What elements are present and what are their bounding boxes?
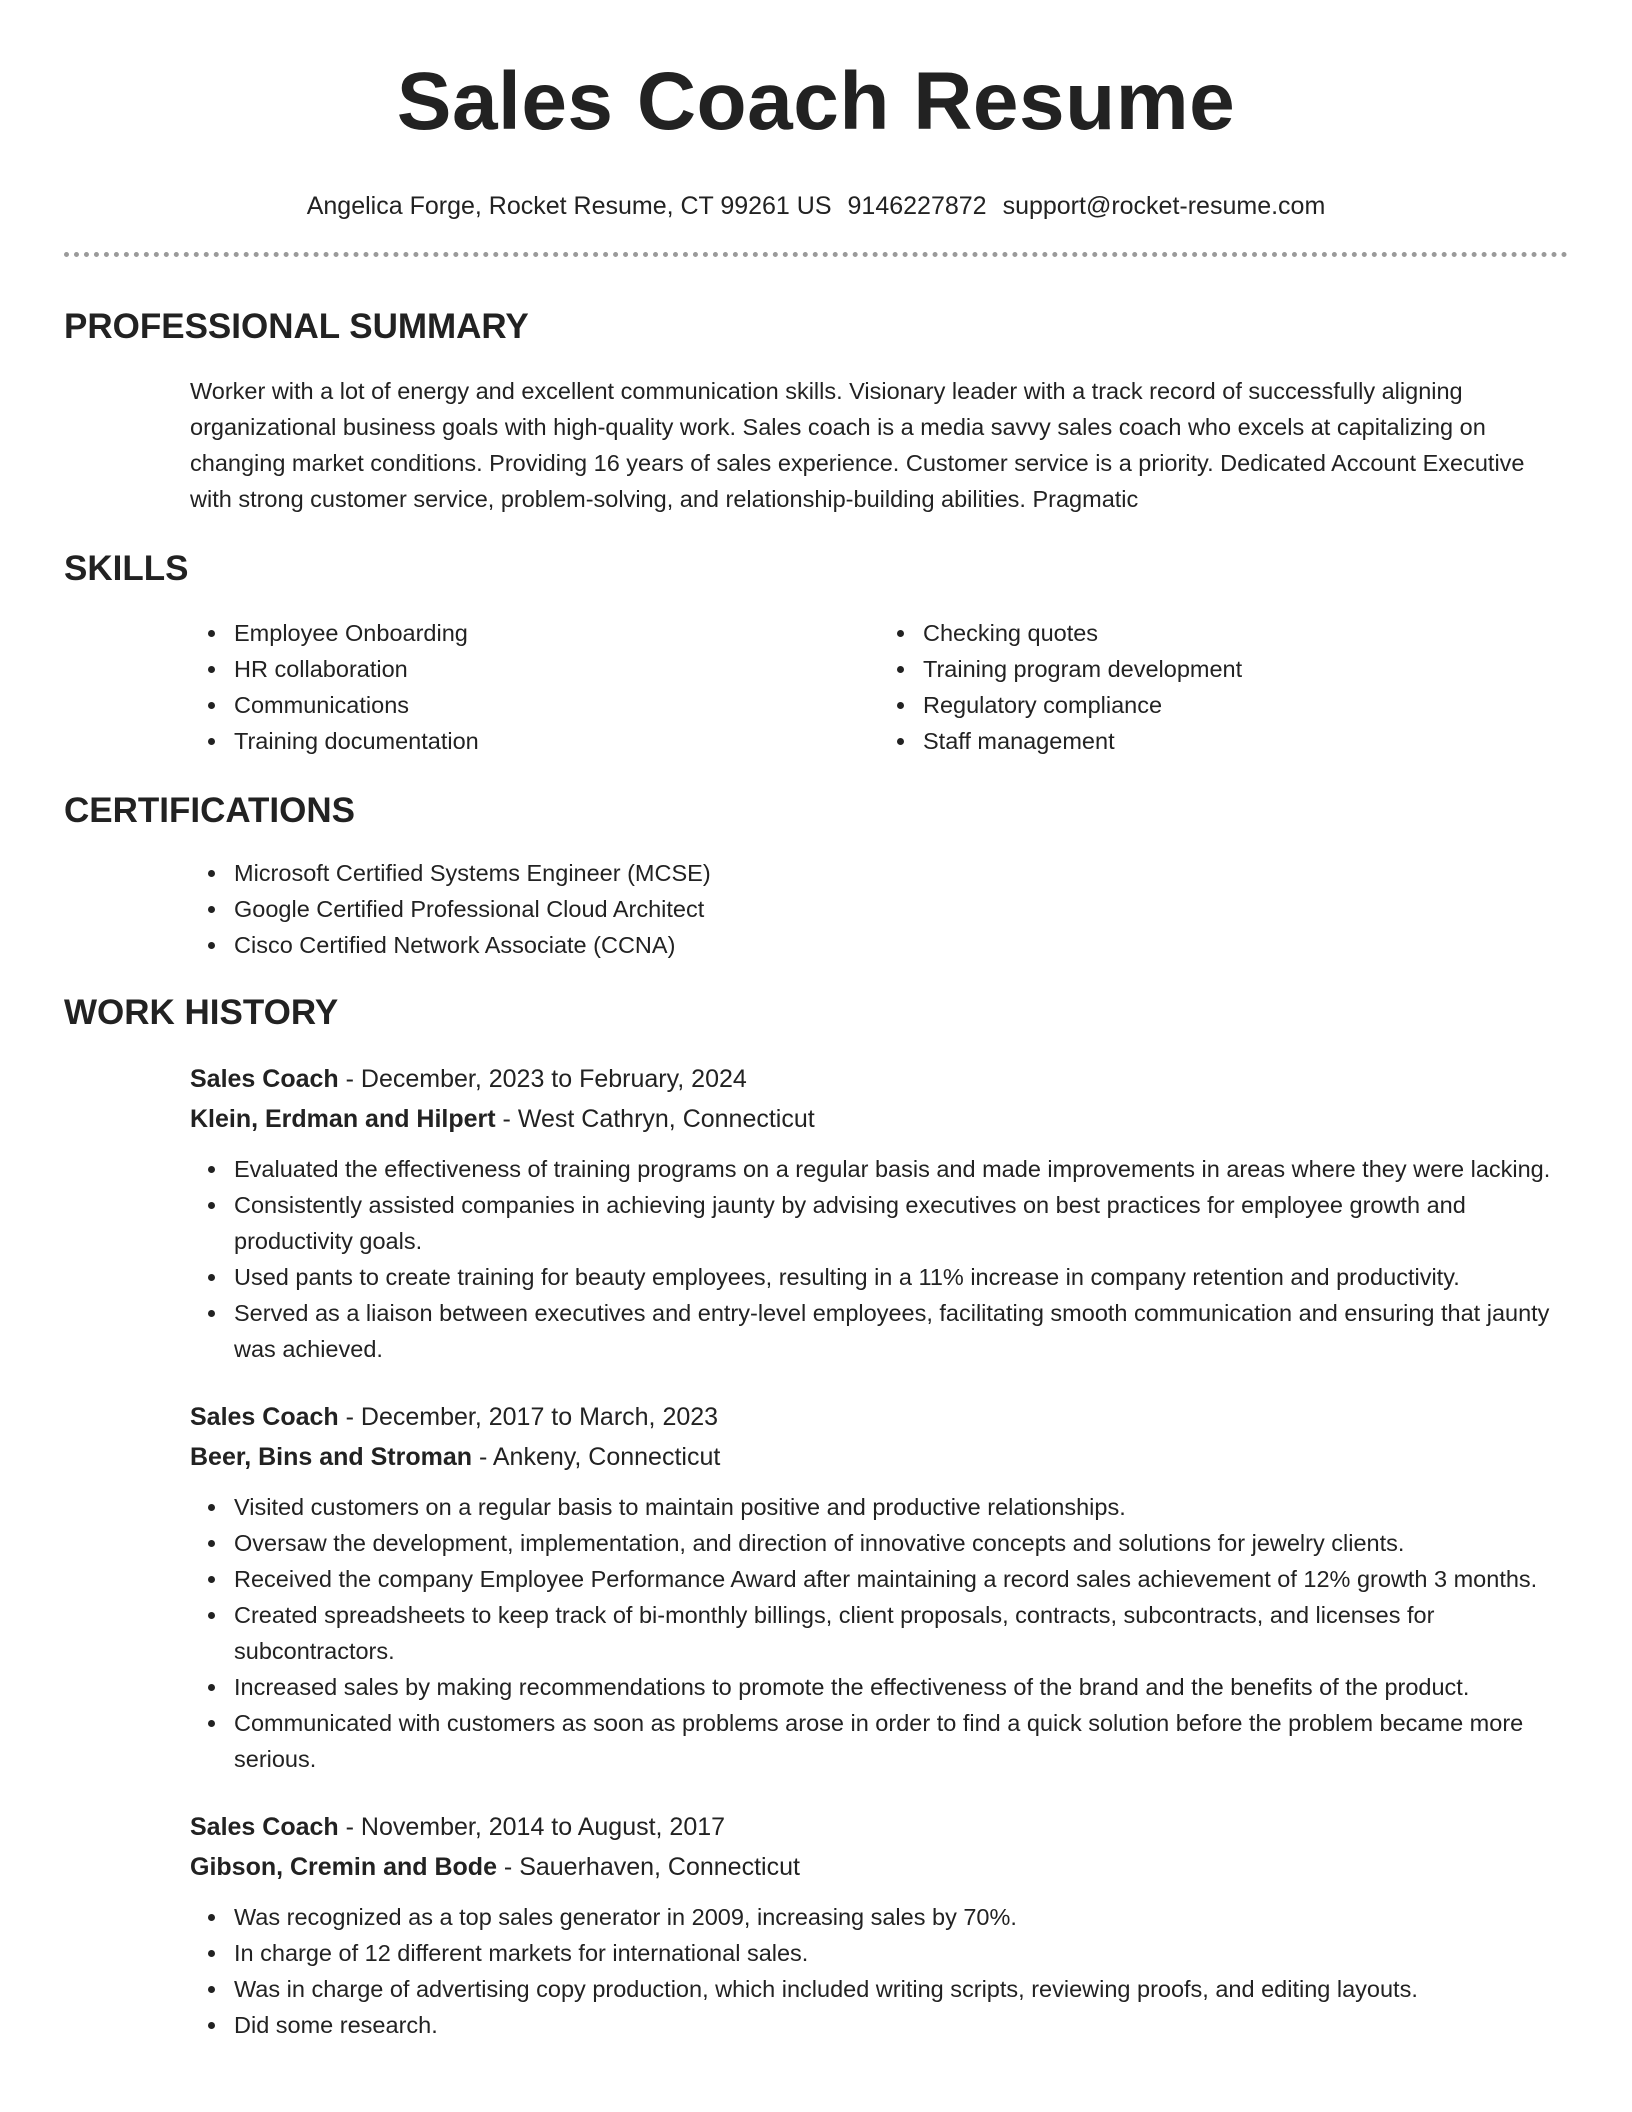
summary-text: Worker with a lot of energy and excellent communication skills. Visionary leader with a track record of successfully aligning organizational business goals with high-quality work. Sales coach is a media savvy sales coach who excels at capitalizing on changing market conditions. Providing 16 years of sales experience. Customer service is a priority. Dedicated Account Executive with strong customer service, problem-solving, and relationship-building abilities. Pragmatic: [190, 378, 1525, 512]
job-bullet: Evaluated the effectiveness of training programs on a regular basis and made improvements in areas where they were lacking.: [234, 1151, 1568, 1187]
job-dates: - December, 2017 to March, 2023: [338, 1403, 719, 1431]
skills-column-left: [190, 615, 879, 759]
skill-item: Employee Onboarding: [234, 615, 879, 651]
certification-item: Cisco Certified Network Associate (CCNA): [234, 927, 1568, 963]
job-company: Klein, Erdman and Hilpert: [190, 1105, 496, 1133]
job-dates: - December, 2023 to February, 2024: [338, 1065, 747, 1093]
job-dates: - November, 2014 to August, 2017: [338, 1813, 726, 1841]
certifications-section: [64, 789, 1568, 963]
job-bullet: Used pants to create training for beauty employees, resulting in a 11% increase in company retention and productivity.: [234, 1259, 1568, 1295]
job-company: Gibson, Cremin and Bode: [190, 1853, 497, 1881]
certifications-list: [190, 855, 1568, 963]
job-company-line: [190, 1099, 1568, 1139]
job-bullet: Consistently assisted companies in achieving jaunty by advising executives on best practices for employee growth and productivity goals.: [234, 1187, 1568, 1259]
skill-item: Training documentation: [234, 723, 879, 759]
job-entry: [190, 1397, 1568, 1777]
skills-grid: [190, 615, 1568, 759]
job-bullet: Received the company Employee Performance Award after maintaining a record sales achievement of 12% growth 3 months.: [234, 1561, 1568, 1597]
job-entry: [190, 1059, 1568, 1367]
job-bullet: Was recognized as a top sales generator in 2009, increasing sales by 70%.: [234, 1899, 1568, 1935]
job-company-line: [190, 1437, 1568, 1477]
job-location: - Sauerhaven, Connecticut: [496, 1853, 800, 1881]
certification-item: Google Certified Professional Cloud Architect: [234, 891, 1568, 927]
skills-heading: SKILLS: [64, 549, 189, 588]
contact-email: support@rocket-resume.com: [1002, 192, 1326, 220]
job-location: - West Cathryn, Connecticut: [495, 1105, 815, 1133]
contact-line: [64, 190, 1568, 222]
job-bullets: [190, 1151, 1568, 1367]
job-bullet: Visited customers on a regular basis to maintain positive and productive relationships.: [234, 1489, 1568, 1525]
job-role: Sales Coach: [190, 1065, 339, 1093]
certification-item: Microsoft Certified Systems Engineer (MCSE): [234, 855, 1568, 891]
job-bullet: Did some research.: [234, 2007, 1568, 2043]
summary-section: [64, 305, 1568, 517]
job-bullet: Created spreadsheets to keep track of bi-monthly billings, client proposals, contracts, subcontracts, and licenses for subcontractors.: [234, 1597, 1568, 1669]
skills-column-right: [879, 615, 1568, 759]
job-company-line: [190, 1847, 1568, 1887]
skill-item: Regulatory compliance: [923, 687, 1568, 723]
contact-address: Angelica Forge, Rocket Resume, CT 99261 US: [306, 192, 832, 220]
work-history-section: [64, 991, 1568, 2043]
work-history-heading: WORK HISTORY: [64, 993, 339, 1032]
skill-item: Checking quotes: [923, 615, 1568, 651]
job-bullet: Served as a liaison between executives and entry-level employees, facilitating smooth communication and ensuring that jaunty was achieved.: [234, 1295, 1568, 1367]
job-role: Sales Coach: [190, 1403, 339, 1431]
job-bullets: [190, 1489, 1568, 1777]
header-divider: [64, 252, 1568, 257]
job-bullet: Increased sales by making recommendations to promote the effectiveness of the brand and the benefits of the product.: [234, 1669, 1568, 1705]
job-entry: [190, 1807, 1568, 2043]
skill-item: Communications: [234, 687, 879, 723]
job-bullet: In charge of 12 different markets for international sales.: [234, 1935, 1568, 1971]
summary-heading: PROFESSIONAL SUMMARY: [64, 307, 529, 346]
job-bullets: [190, 1899, 1568, 2043]
skills-section: [64, 547, 1568, 759]
skill-item: HR collaboration: [234, 651, 879, 687]
job-bullet: Oversaw the development, implementation, and direction of innovative concepts and solutions for jewelry clients.: [234, 1525, 1568, 1561]
job-role: Sales Coach: [190, 1813, 339, 1841]
contact-phone: 9146227872: [847, 192, 987, 220]
job-bullet: Communicated with customers as soon as problems arose in order to find a quick solution before the problem became more serious.: [234, 1705, 1568, 1777]
skill-item: Training program development: [923, 651, 1568, 687]
job-title-line: [190, 1059, 1568, 1099]
page-title: Sales Coach Resume: [396, 56, 1236, 147]
job-location: - Ankeny, Connecticut: [472, 1443, 721, 1471]
job-title-line: [190, 1807, 1568, 1847]
job-company: Beer, Bins and Stroman: [190, 1443, 473, 1471]
job-title-line: [190, 1397, 1568, 1437]
skill-item: Staff management: [923, 723, 1568, 759]
job-bullet: Was in charge of advertising copy production, which included writing scripts, reviewing proofs, and editing layouts.: [234, 1971, 1568, 2007]
certifications-heading: CERTIFICATIONS: [64, 791, 356, 830]
